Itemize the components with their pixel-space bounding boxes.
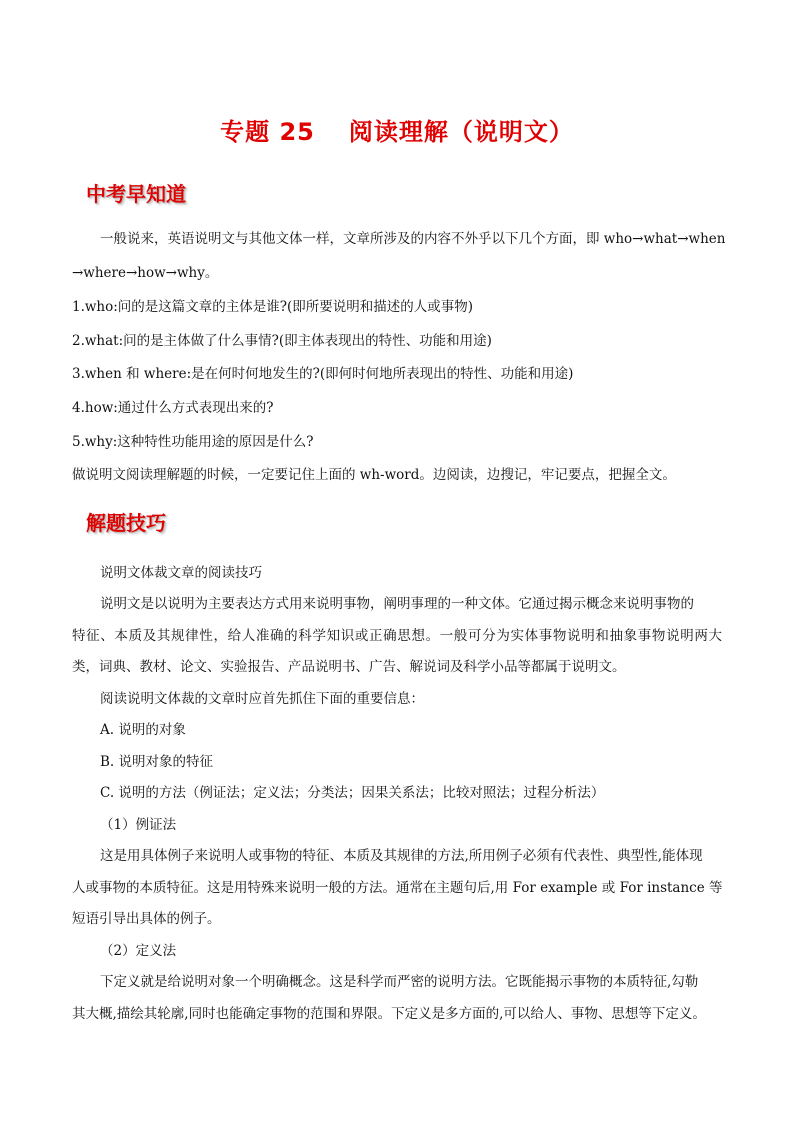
paragraph-line: 类，词典、教材、论文、实验报告、产品说明书、广告、解说词及科学小品等都属于说明文。 bbox=[72, 659, 626, 675]
paragraph-line: 下定义就是给说明对象一个明确概念。这是科学而严密的说明方法。它既能揭示事物的本质特征,勾勒 bbox=[100, 974, 699, 990]
subtitle: 说明文体裁文章的阅读技巧 bbox=[100, 565, 262, 581]
paragraph-line: 说明文是以说明为主要表达方式用来说明事物，阐明事理的一种文体。它通过揭示概念来说明事物的 bbox=[100, 596, 694, 612]
paragraph-line: 特征、本质及其规律性，给人准确的科学知识或正确思想。一般可分为实体事物说明和抽象事物说明两大 bbox=[72, 628, 722, 644]
paragraph-line: 阅读说明文体裁的文章时应首先抓住下面的重要信息： bbox=[100, 691, 424, 707]
page-title bbox=[0, 112, 794, 147]
section-heading-exam-preview: 中考早知道 bbox=[86, 182, 186, 206]
paragraph-line: 其大概,描绘其轮廓,同时也能确定事物的范围和界限。下定义是多方面的,可以给人、事物、思想等下定义。 bbox=[72, 1006, 706, 1022]
list-item: 3.when 和 where:是在何时何地发生的?(即何时何地所表现出的特性、功能和用途) bbox=[72, 366, 574, 382]
conclusion-line: 做说明文阅读理解题的时候，一定要记住上面的 wh-word。边阅读，边搜记，牢记要点，把握全文。 bbox=[72, 467, 676, 483]
list-item: 4.how:通过什么方式表现出来的? bbox=[72, 400, 274, 416]
paragraph-line: 这是用具体例子来说明人或事物的特征、本质及其规律的方法,所用例子必须有代表性、典型性,能体现 bbox=[100, 848, 703, 864]
method-title: （1）例证法 bbox=[100, 817, 177, 833]
option-item: B. 说明对象的特征 bbox=[100, 754, 214, 770]
option-item: A. 说明的对象 bbox=[100, 722, 186, 738]
option-item: C. 说明的方法（例证法；定义法；分类法；因果关系法；比较对照法；过程分析法） bbox=[100, 785, 605, 801]
method-title: （2）定义法 bbox=[100, 943, 177, 959]
intro-line-1: 一般说来，英语说明文与其他文体一样，文章所涉及的内容不外乎以下几个方面，即 who→what→when bbox=[100, 231, 726, 247]
paragraph-line: 人或事物的本质特征。这是用特殊来说明一般的方法。通常在主题句后,用 For example 或 For instance 等 bbox=[72, 880, 723, 896]
paragraph-line: 短语引导出具体的例子。 bbox=[72, 911, 221, 927]
list-item: 5.why:这种特性功能用途的原因是什么? bbox=[72, 434, 314, 450]
title-topic-name: 阅读理解（说明文） bbox=[348, 118, 574, 146]
list-item: 2.what:问的是主体做了什么事情?(即主体表现出的特性、功能和用途) bbox=[72, 333, 492, 349]
title-topic-number: 专题 25 bbox=[220, 118, 315, 146]
intro-line-2: →where→how→why。 bbox=[72, 265, 219, 281]
section-heading-problem-solving-tips: 解题技巧 bbox=[86, 511, 166, 535]
list-item: 1.who:问的是这篇文章的主体是谁?(即所要说明和描述的人或事物) bbox=[72, 299, 474, 315]
